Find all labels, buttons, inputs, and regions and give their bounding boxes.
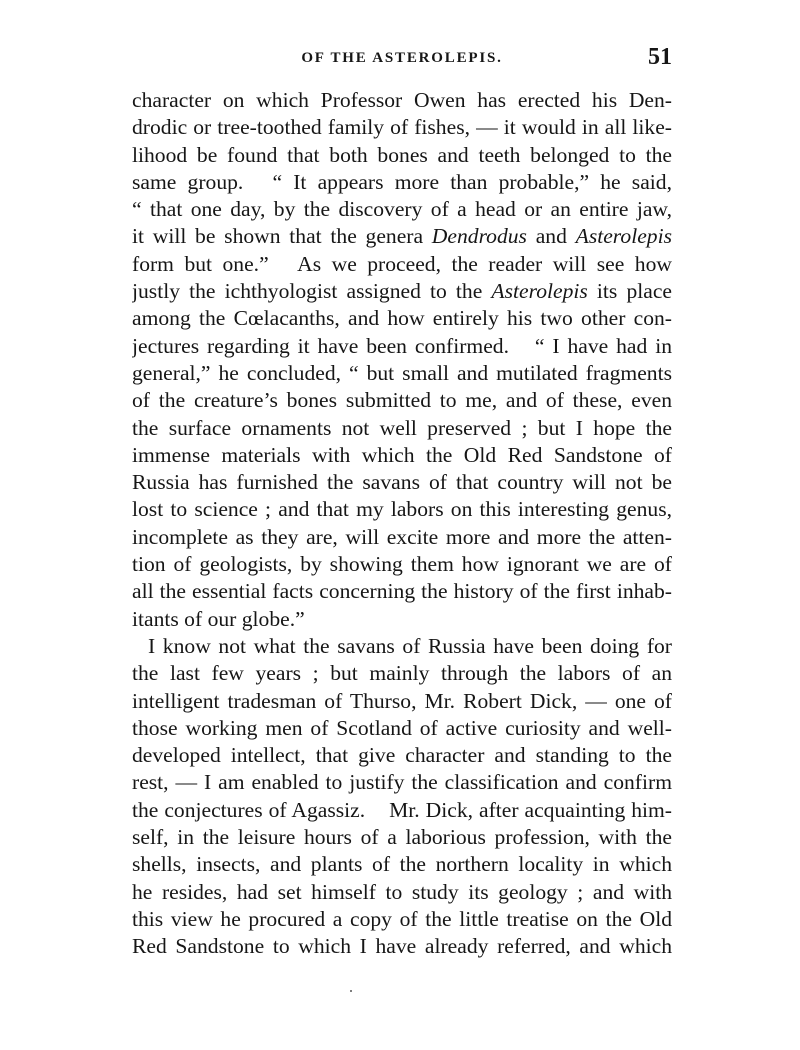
running-title: OF THE ASTEROLEPIS. — [301, 50, 503, 66]
text-line: lost to science ; and that my labors on this interesting genus, — [132, 497, 672, 522]
genus-name-italic: Asterolepis — [491, 279, 588, 304]
genus-name-italic: Dendrodus — [431, 224, 527, 249]
text-line — [132, 333, 672, 360]
text-line: intelligent tradesman of Thurso, Mr. Robert Dick, — one of — [132, 688, 672, 713]
text-segment: “ I have had in — [534, 333, 672, 358]
paragraph-2 — [132, 633, 672, 961]
text-line: developed intellect, that give character and standing to the — [132, 743, 672, 768]
text-segment: the conjectures of Agassiz. — [132, 797, 366, 822]
text-line: among the Cœlacanths, and how entirely his two other con- — [132, 306, 672, 331]
text-line — [132, 251, 672, 278]
text-line: tion of geologists, by showing them how ignorant we are of — [132, 552, 672, 577]
running-head — [132, 44, 672, 74]
text-line: itants of our globe.” — [132, 606, 305, 631]
text-line: the last few years ; but mainly through the labors of an — [132, 661, 672, 686]
text-segment: Mr. Dick, after acquainting him- — [389, 797, 672, 822]
text-segment: same group. — [132, 169, 244, 194]
text-segment: form but one.” — [132, 251, 269, 276]
text-line: he resides, had set himself to study its geology ; and with — [132, 879, 672, 904]
text-line: all the essential facts concerning the history of the first inhab- — [132, 579, 672, 604]
text-line: this view he procured a copy of the little treatise on the Old — [132, 906, 672, 931]
text-line: shells, insects, and plants of the northern locality in which — [132, 852, 672, 877]
text-line: lihood be found that both bones and teeth belonged to the — [132, 142, 672, 167]
text-line — [132, 223, 672, 250]
text-line: of the creature’s bones submitted to me, and of these, even — [132, 388, 672, 413]
text-segment: As we proceed, the reader will see how — [297, 251, 672, 276]
text-line: rest, — I am enabled to justify the classification and confirm — [132, 770, 672, 795]
text-line: those working men of Scotland of active curiosity and well- — [132, 715, 672, 740]
text-line: Red Sandstone to which I have already referred, and which — [132, 934, 672, 959]
text-line — [132, 797, 672, 824]
text-line: I know not what the savans of Russia have been doing for — [148, 633, 672, 658]
text-segment: its place — [596, 279, 672, 304]
text-line: incomplete as they are, will excite more and more the atten- — [132, 524, 672, 549]
text-line: general,” he concluded, “ but small and mutilated fragments — [132, 360, 672, 385]
text-line — [132, 278, 672, 305]
text-segment: and — [535, 224, 576, 249]
body-text — [132, 87, 672, 961]
ink-speck — [350, 990, 352, 992]
text-line — [132, 169, 672, 196]
text-line: self, in the leisure hours of a laborious profession, with the — [132, 825, 672, 850]
page-number: 51 — [648, 44, 672, 70]
text-segment: justly the ichthyologist assigned to the — [132, 279, 492, 304]
paragraph-1 — [132, 87, 672, 633]
text-line: “ that one day, by the discovery of a head or an entire jaw, — [132, 197, 672, 222]
text-line: character on which Professor Owen has erected his Den- — [132, 88, 672, 112]
text-line: Russia has furnished the savans of that country will not be — [132, 470, 672, 495]
text-line: drodic or tree-toothed family of fishes, — it would in all like- — [132, 115, 672, 140]
text-segment: it will be shown that the genera — [132, 224, 432, 249]
text-line: the surface ornaments not well preserved ; but I hope the — [132, 415, 672, 440]
text-line: immense materials with which the Old Red Sandstone of — [132, 442, 672, 467]
text-segment: “ It appears more than probable,” he said, — [272, 169, 672, 194]
text-segment: jectures regarding it have been confirmed. — [132, 333, 510, 358]
genus-name-italic: Asterolepis — [575, 224, 672, 249]
